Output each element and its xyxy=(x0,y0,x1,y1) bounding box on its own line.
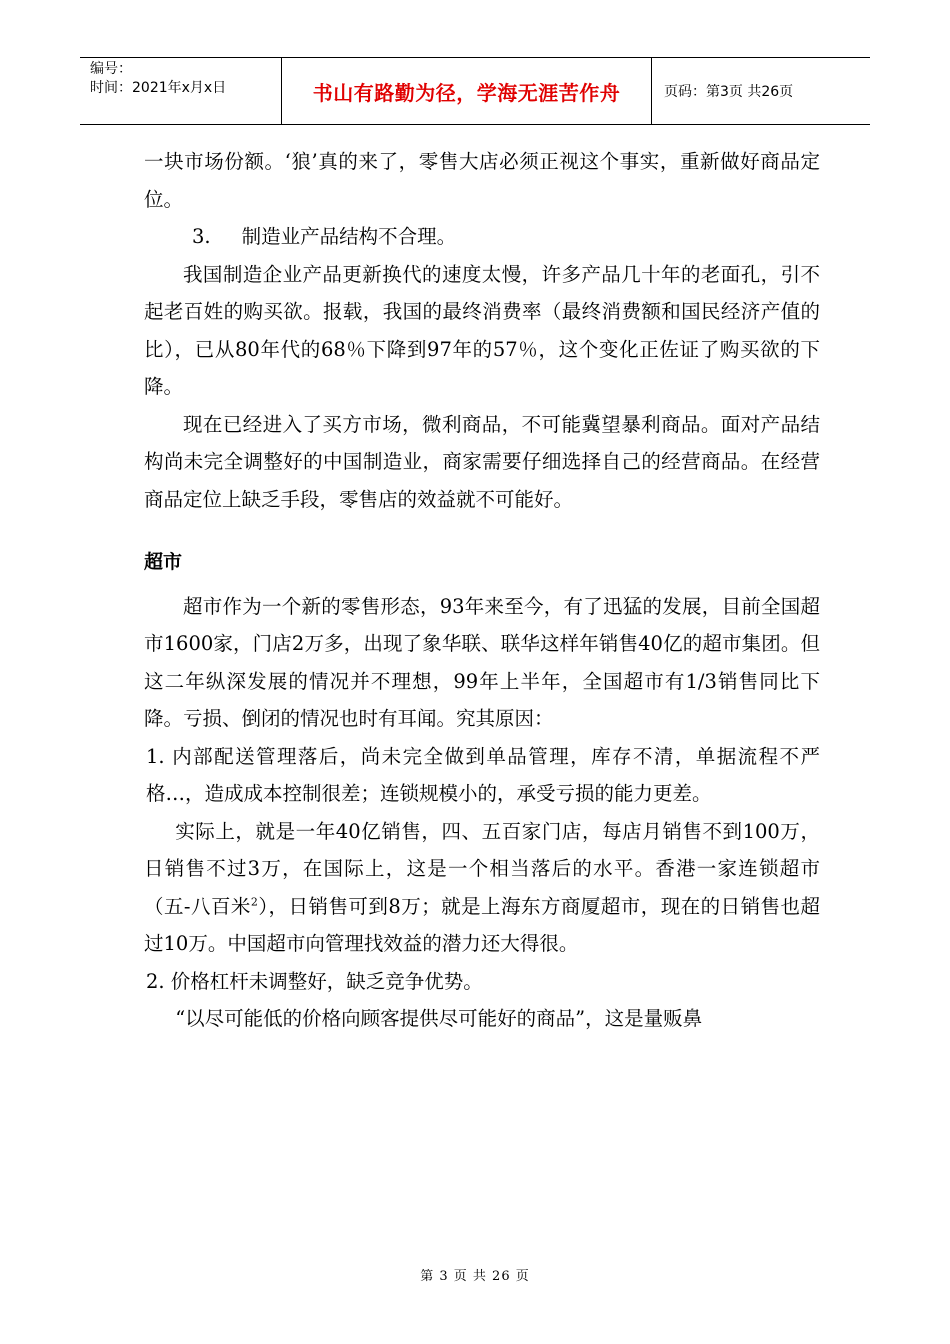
paragraph: 一块市场份额。‘狼’真的来了，零售大店必须正视这个事实，重新做好商品定位。 xyxy=(144,150,820,211)
list-item-1: 1. 内部配送管理落后，尚未完全做到单品管理，库存不清，单据流程不严格…，造成成本控制很差；连锁规模小的，承受亏损的能力更差。 xyxy=(146,744,820,805)
header-meta xyxy=(80,58,282,124)
paragraph: 我国制造企业产品更新换代的速度太慢，许多产品几十年的老面孔，引不起老百姓的购买欲。报载，我国的最终消费率（最终消费额和国民经济产值的比），已从80年代的68％下降到97年的57％，这个变化正佐证了购买欲的下降。 xyxy=(144,262,820,398)
document-body xyxy=(144,143,820,1038)
list-heading-3: 3. 制造业产品结构不合理。 xyxy=(192,225,457,248)
list-item-2: 2. 价格杠杆未调整好，缺乏竞争优势。 xyxy=(146,969,483,993)
paragraph-text-part1: 实际上，就是一年40亿销售，四、五百家门店，每店月销售不到100万，日销售不过3万，在国际上，这是一个相当落后的水平。香港一家连锁超市（五-八百米 xyxy=(144,819,820,918)
header-time-label: 时间：2021年x月x日 xyxy=(90,80,227,96)
paragraph: “以尽可能低的价格向顾客提供尽可能好的商品”，这是量贩鼻 xyxy=(175,1007,703,1030)
header-page-info: 页码：第3页 共26页 xyxy=(664,84,794,100)
page-header xyxy=(80,57,870,125)
paragraph xyxy=(144,813,820,963)
section-title: 超市 xyxy=(144,551,183,573)
paragraph-text-part2: ），日销售可到8万；就是上海东方商厦超市，现在的日销售也超过10万。中国超市向管理找效益的潜力还大得很。 xyxy=(144,894,820,955)
header-motto: 书山有路勤为径，学海无涯苦作舟 xyxy=(282,58,652,124)
page-footer: 第 3 页 共 26 页 xyxy=(420,1269,530,1284)
superscript: 2 xyxy=(250,895,258,908)
paragraph: 现在已经进入了买方市场，微利商品，不可能冀望暴利商品。面对产品结构尚未完全调整好的中国制造业，商家需要仔细选择自己的经营商品。在经营商品定位上缺乏手段，零售店的效益就不可能好。 xyxy=(144,412,820,511)
paragraph: 超市作为一个新的零售形态，93年来至今，有了迅猛的发展，目前全国超市1600家，门店2万多，出现了象华联、联华这样年销售40亿的超市集团。但这二年纵深发展的情况并不理想，99年上半年，全国超市有1/3销售同比下降。亏损、倒闭的情况也时有耳闻。究其原因： xyxy=(144,594,820,730)
header-number-label: 编号： xyxy=(90,61,132,77)
